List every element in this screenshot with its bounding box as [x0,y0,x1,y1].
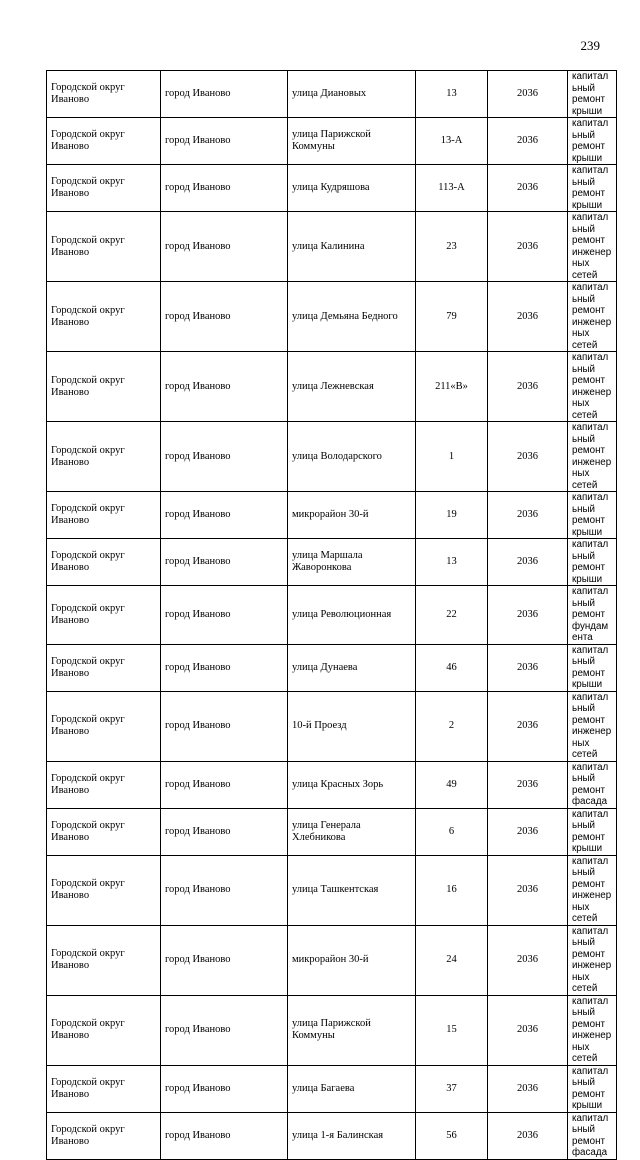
cell-year: 2036 [488,761,568,808]
cell-year: 2036 [488,1065,568,1112]
cell-work-type: капитальный ремонт инженерных сетей [568,282,617,352]
cell-settlement: город Иваново [161,691,288,761]
cell-house-number: 46 [416,644,488,691]
cell-house-number: 6 [416,808,488,855]
cell-settlement: город Иваново [161,282,288,352]
cell-year: 2036 [488,855,568,925]
cell-year: 2036 [488,492,568,539]
cell-year: 2036 [488,995,568,1065]
cell-settlement: город Иваново [161,492,288,539]
cell-street: улица Революционная [288,586,416,645]
cell-municipal-district: Городской округ Иваново [47,71,161,118]
cell-year: 2036 [488,586,568,645]
cell-municipal-district: Городской округ Иваново [47,1065,161,1112]
cell-settlement: город Иваново [161,808,288,855]
cell-work-type: капитальный ремонт фасада [568,761,617,808]
cell-municipal-district: Городской округ Иваново [47,855,161,925]
cell-settlement: город Иваново [161,1065,288,1112]
table-row [47,71,617,118]
cell-settlement: город Иваново [161,212,288,282]
cell-municipal-district: Городской округ Иваново [47,539,161,586]
cell-house-number: 24 [416,925,488,995]
cell-house-number: 16 [416,855,488,925]
cell-street: улица Генерала Хлебникова [288,808,416,855]
cell-work-type: капитальный ремонт инженерных сетей [568,925,617,995]
cell-house-number: 13 [416,71,488,118]
cell-year: 2036 [488,422,568,492]
cell-street: улица Диановых [288,71,416,118]
cell-street: улица Дунаева [288,644,416,691]
table-row [47,282,617,352]
cell-municipal-district: Городской округ Иваново [47,165,161,212]
table-row [47,492,617,539]
cell-work-type: капитальный ремонт крыши [568,1065,617,1112]
cell-house-number: 23 [416,212,488,282]
cell-year: 2036 [488,808,568,855]
cell-work-type: капитальный ремонт крыши [568,492,617,539]
page-number: 239 [580,38,600,53]
cell-street: улица Демьяна Бедного [288,282,416,352]
cell-work-type: капитальный ремонт крыши [568,118,617,165]
table-row [47,352,617,422]
cell-year: 2036 [488,212,568,282]
cell-settlement: город Иваново [161,118,288,165]
cell-street: улица Калинина [288,212,416,282]
cell-street: 10-й Проезд [288,691,416,761]
table-row [47,1112,617,1159]
cell-settlement: город Иваново [161,644,288,691]
cell-street: улица 1-я Балинская [288,1112,416,1159]
table-row [47,855,617,925]
cell-municipal-district: Городской округ Иваново [47,925,161,995]
table-row [47,118,617,165]
cell-municipal-district: Городской округ Иваново [47,422,161,492]
cell-municipal-district: Городской округ Иваново [47,995,161,1065]
table-row [47,1065,617,1112]
cell-work-type: капитальный ремонт фундамента [568,586,617,645]
cell-settlement: город Иваново [161,925,288,995]
table-row [47,212,617,282]
cell-municipal-district: Городской округ Иваново [47,492,161,539]
cell-street: улица Ташкентская [288,855,416,925]
cell-house-number: 113-А [416,165,488,212]
cell-settlement: город Иваново [161,1112,288,1159]
cell-work-type: капитальный ремонт фасада [568,1112,617,1159]
cell-year: 2036 [488,71,568,118]
table-row [47,586,617,645]
cell-work-type: капитальный ремонт инженерных сетей [568,352,617,422]
cell-settlement: город Иваново [161,71,288,118]
cell-municipal-district: Городской округ Иваново [47,644,161,691]
cell-year: 2036 [488,691,568,761]
cell-year: 2036 [488,282,568,352]
cell-settlement: город Иваново [161,539,288,586]
cell-house-number: 13-А [416,118,488,165]
cell-street: улица Лежневская [288,352,416,422]
cell-street: микрорайон 30-й [288,925,416,995]
cell-year: 2036 [488,539,568,586]
cell-year: 2036 [488,1112,568,1159]
table-row [47,539,617,586]
cell-house-number: 13 [416,539,488,586]
cell-street: улица Кудряшова [288,165,416,212]
cell-work-type: капитальный ремонт крыши [568,539,617,586]
cell-municipal-district: Городской округ Иваново [47,586,161,645]
table-row [47,925,617,995]
cell-house-number: 211«В» [416,352,488,422]
cell-municipal-district: Городской округ Иваново [47,691,161,761]
cell-settlement: город Иваново [161,422,288,492]
cell-street: улица Багаева [288,1065,416,1112]
cell-street: улица Красных Зорь [288,761,416,808]
cell-municipal-district: Городской округ Иваново [47,761,161,808]
cell-municipal-district: Городской округ Иваново [47,212,161,282]
cell-year: 2036 [488,644,568,691]
cell-work-type: капитальный ремонт крыши [568,165,617,212]
cell-street: улица Маршала Жаворонкова [288,539,416,586]
cell-municipal-district: Городской округ Иваново [47,282,161,352]
cell-municipal-district: Городской округ Иваново [47,118,161,165]
cell-work-type: капитальный ремонт крыши [568,644,617,691]
cell-house-number: 22 [416,586,488,645]
cell-street: улица Володарского [288,422,416,492]
cell-settlement: город Иваново [161,165,288,212]
table-row [47,808,617,855]
cell-house-number: 15 [416,995,488,1065]
cell-house-number: 79 [416,282,488,352]
cell-house-number: 2 [416,691,488,761]
cell-street: улица Парижской Коммуны [288,118,416,165]
cell-year: 2036 [488,352,568,422]
cell-settlement: город Иваново [161,761,288,808]
cell-street: микрорайон 30-й [288,492,416,539]
cell-settlement: город Иваново [161,855,288,925]
cell-work-type: капитальный ремонт инженерных сетей [568,691,617,761]
cell-municipal-district: Городской округ Иваново [47,1112,161,1159]
table-body [47,71,617,1160]
table-row [47,761,617,808]
cell-work-type: капитальный ремонт крыши [568,808,617,855]
cell-street: улица Парижской Коммуны [288,995,416,1065]
cell-year: 2036 [488,118,568,165]
cell-work-type: капитальный ремонт крыши [568,71,617,118]
cell-year: 2036 [488,925,568,995]
cell-work-type: капитальный ремонт инженерных сетей [568,995,617,1065]
table-row [47,422,617,492]
cell-municipal-district: Городской округ Иваново [47,352,161,422]
table-row [47,644,617,691]
cell-house-number: 49 [416,761,488,808]
cell-municipal-district: Городской округ Иваново [47,808,161,855]
cell-house-number: 56 [416,1112,488,1159]
table-row [47,691,617,761]
cell-house-number: 1 [416,422,488,492]
address-program-table [46,70,617,1160]
cell-house-number: 19 [416,492,488,539]
cell-year: 2036 [488,165,568,212]
cell-house-number: 37 [416,1065,488,1112]
cell-work-type: капитальный ремонт инженерных сетей [568,422,617,492]
table-row [47,165,617,212]
table-row [47,995,617,1065]
cell-work-type: капитальный ремонт инженерных сетей [568,855,617,925]
cell-settlement: город Иваново [161,995,288,1065]
cell-work-type: капитальный ремонт инженерных сетей [568,212,617,282]
cell-settlement: город Иваново [161,352,288,422]
cell-settlement: город Иваново [161,586,288,645]
